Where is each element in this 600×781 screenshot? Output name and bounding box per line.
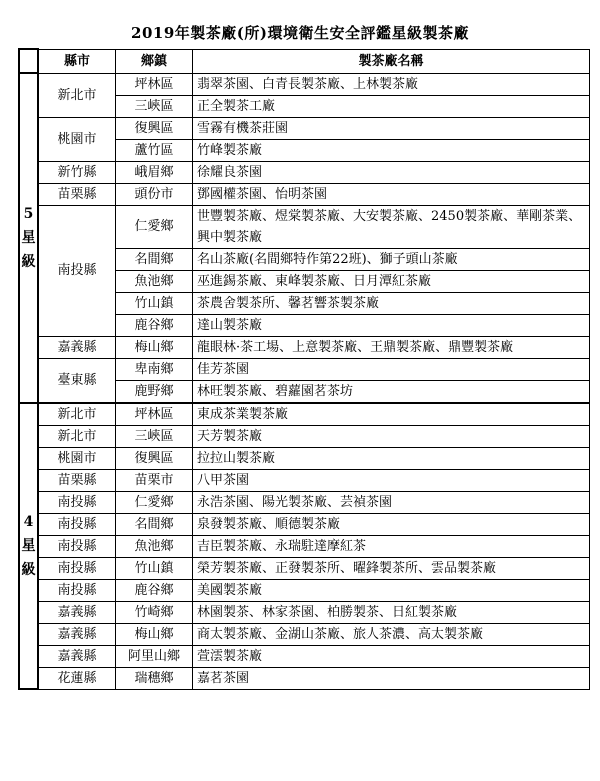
tea-factory-table <box>18 48 590 690</box>
town-cell: 鹿谷鄉 <box>116 579 193 601</box>
names-cell: 泉發製茶廠、順德製茶廠 <box>193 513 590 535</box>
names-cell: 東成茶業製茶廠 <box>193 403 590 426</box>
header-names: 製茶廠名稱 <box>193 49 590 73</box>
names-cell: 佳芳茶園 <box>193 358 590 380</box>
county-cell: 南投縣 <box>38 491 116 513</box>
town-cell: 仁愛鄉 <box>116 491 193 513</box>
table-row <box>19 557 590 579</box>
town-cell: 瑞穗鄉 <box>116 667 193 689</box>
table-row <box>19 161 590 183</box>
town-cell: 三峽區 <box>116 425 193 447</box>
table-row <box>19 513 590 535</box>
names-cell: 龍眼林·茶工場、上意製茶廠、王鼎製茶廠、鼎豐製茶廠 <box>193 336 590 358</box>
town-cell: 復興區 <box>116 117 193 139</box>
county-cell: 桃園市 <box>38 117 116 161</box>
table-row <box>19 645 590 667</box>
town-cell: 魚池鄉 <box>116 535 193 557</box>
names-cell: 正全製茶工廠 <box>193 95 590 117</box>
names-cell: 八甲茶園 <box>193 469 590 491</box>
town-cell: 卑南鄉 <box>116 358 193 380</box>
names-cell: 萱澐製茶廠 <box>193 645 590 667</box>
names-cell: 榮芳製茶廠、正發製茶所、曜鋒製茶所、雲品製茶廠 <box>193 557 590 579</box>
names-cell: 翡翠茶園、白青長製茶廠、上林製茶廠 <box>193 73 590 95</box>
town-cell: 鹿野鄉 <box>116 380 193 403</box>
county-cell: 南投縣 <box>38 205 116 336</box>
table-row <box>19 447 590 469</box>
town-cell: 梅山鄉 <box>116 336 193 358</box>
town-cell: 阿里山鄉 <box>116 645 193 667</box>
county-cell: 新北市 <box>38 73 116 117</box>
county-cell: 南投縣 <box>38 513 116 535</box>
names-cell: 雪霧有機茶莊園 <box>193 117 590 139</box>
names-cell: 茶農舍製茶所、馨茗響茶製茶廠 <box>193 292 590 314</box>
county-cell: 苗栗縣 <box>38 469 116 491</box>
county-cell: 新北市 <box>38 403 116 426</box>
town-cell: 復興區 <box>116 447 193 469</box>
county-cell: 嘉義縣 <box>38 336 116 358</box>
header-star-cell <box>19 49 38 73</box>
table-row <box>19 183 590 205</box>
header-county: 縣市 <box>38 49 116 73</box>
document-title: 2019年製茶廠(所)環境衛生安全評鑑星級製茶廠 <box>131 24 469 42</box>
table-row <box>19 535 590 557</box>
names-cell: 商太製茶廠、金湖山茶廠、旅人茶濃、高太製茶廠 <box>193 623 590 645</box>
table-row <box>19 336 590 358</box>
town-cell: 竹山鎮 <box>116 292 193 314</box>
table-row <box>19 425 590 447</box>
table-row <box>19 491 590 513</box>
county-cell: 南投縣 <box>38 579 116 601</box>
names-cell: 達山製茶廠 <box>193 314 590 336</box>
table-row <box>19 579 590 601</box>
four-star-label: 4星級 <box>19 403 38 690</box>
names-cell: 竹峰製茶廠 <box>193 139 590 161</box>
names-cell: 林旺製茶廠、碧蘿園茗茶坊 <box>193 380 590 403</box>
names-cell: 天芳製茶廠 <box>193 425 590 447</box>
county-cell: 嘉義縣 <box>38 601 116 623</box>
names-cell: 嘉茗茶園 <box>193 667 590 689</box>
town-cell: 頭份市 <box>116 183 193 205</box>
town-cell: 名間鄉 <box>116 248 193 270</box>
town-cell: 蘆竹區 <box>116 139 193 161</box>
town-cell: 三峽區 <box>116 95 193 117</box>
county-cell: 嘉義縣 <box>38 623 116 645</box>
table-row <box>19 667 590 689</box>
town-cell: 仁愛鄉 <box>116 205 193 248</box>
table-header-row <box>19 49 590 73</box>
county-cell: 南投縣 <box>38 535 116 557</box>
names-cell: 世豐製茶廠、煜棠製茶廠、大安製茶廠、2450製茶廠、華剛茶業、興中製茶廠 <box>193 205 590 248</box>
table-row <box>19 469 590 491</box>
town-cell: 魚池鄉 <box>116 270 193 292</box>
names-cell: 徐耀良茶園 <box>193 161 590 183</box>
town-cell: 苗栗市 <box>116 469 193 491</box>
county-cell: 南投縣 <box>38 557 116 579</box>
town-cell: 峨眉鄉 <box>116 161 193 183</box>
county-cell: 新北市 <box>38 425 116 447</box>
town-cell: 竹崎鄉 <box>116 601 193 623</box>
county-cell: 花蓮縣 <box>38 667 116 689</box>
town-cell: 竹山鎮 <box>116 557 193 579</box>
county-cell: 嘉義縣 <box>38 645 116 667</box>
town-cell: 梅山鄉 <box>116 623 193 645</box>
county-cell: 新竹縣 <box>38 161 116 183</box>
names-cell: 拉拉山製茶廠 <box>193 447 590 469</box>
town-cell: 鹿谷鄉 <box>116 314 193 336</box>
table-row <box>19 358 590 380</box>
names-cell: 巫進錫茶廠、東峰製茶廠、日月潭紅茶廠 <box>193 270 590 292</box>
table-row <box>19 205 590 248</box>
names-cell: 林園製茶、林家茶園、柏勝製茶、日紅製茶廠 <box>193 601 590 623</box>
town-cell: 坪林區 <box>116 403 193 426</box>
town-cell: 坪林區 <box>116 73 193 95</box>
header-town: 鄉鎮 <box>116 49 193 73</box>
names-cell: 美國製茶廠 <box>193 579 590 601</box>
five-star-label: 5星級 <box>19 73 38 403</box>
table-row <box>19 117 590 139</box>
county-cell: 苗栗縣 <box>38 183 116 205</box>
names-cell: 名山茶廠(名間鄉特作第22班)、獅子頭山茶廠 <box>193 248 590 270</box>
names-cell: 鄧國權茶園、怡明茶園 <box>193 183 590 205</box>
table-row <box>19 73 590 95</box>
table-row <box>19 403 590 426</box>
county-cell: 臺東縣 <box>38 358 116 403</box>
town-cell: 名間鄉 <box>116 513 193 535</box>
names-cell: 永浩茶園、陽光製茶廠、芸禎茶園 <box>193 491 590 513</box>
table-row <box>19 601 590 623</box>
table-row <box>19 623 590 645</box>
names-cell: 吉臣製茶廠、永瑞駐達摩紅茶 <box>193 535 590 557</box>
county-cell: 桃園市 <box>38 447 116 469</box>
